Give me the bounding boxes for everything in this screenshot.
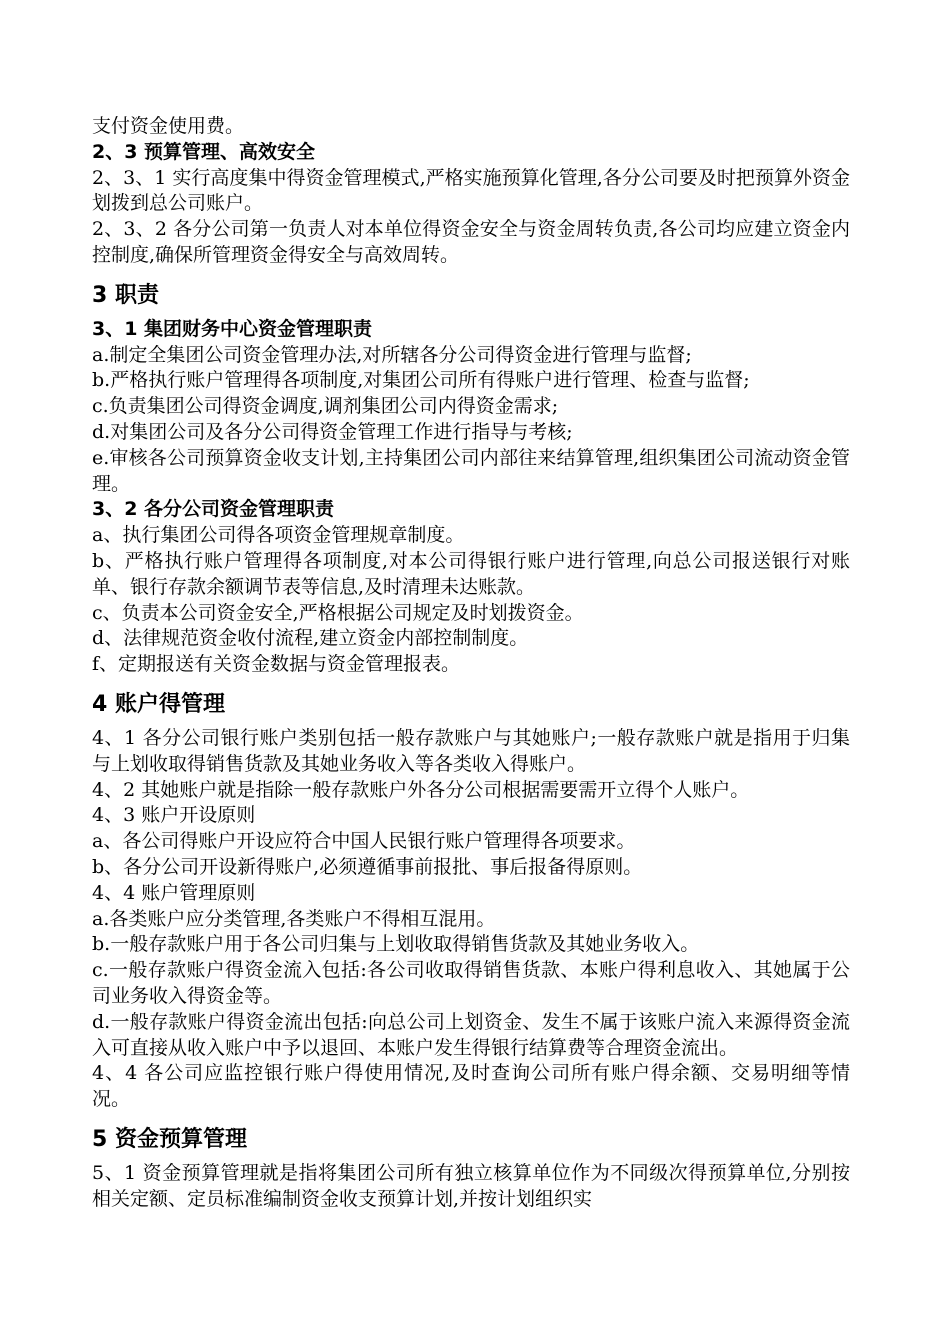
section-heading-4-3: 4、3 账户开设原则: [92, 804, 256, 827]
list-item: e.审核各公司预算资金收支计划,主持集团公司内部往来结算管理,组织集团公司流动资金管理。: [92, 446, 850, 495]
list-item: c、负责本公司资金安全,严格根据公司规定及时划拨资金。: [92, 601, 584, 624]
paragraph-2-3-1: 2、3、1 实行高度集中得资金管理模式,严格实施预算化管理,各分公司要及时把预算外资金划拨到总公司账户。: [92, 166, 850, 215]
section-heading-2-3: 2、3 预算管理、高效安全: [92, 140, 316, 163]
section-heading-3-1: 3、1 集团财务中心资金管理职责: [92, 317, 373, 340]
chapter-heading-3: 3 职责: [92, 282, 159, 308]
list-item: b、严格执行账户管理得各项制度,对本公司得银行账户进行管理,向总公司报送银行对账单、银行存款余额调节表等信息,及时清理未达账款。: [92, 549, 850, 598]
paragraph-4-1: 4、1 各分公司银行账户类别包括一般存款账户与其她账户;一般存款账户就是指用于归集与上划收取得销售货款及其她业务收入等各类收入得账户。: [92, 726, 850, 775]
list-item: a、执行集团公司得各项资金管理规章制度。: [92, 524, 465, 547]
paragraph: 支付资金使用费。: [92, 115, 245, 137]
list-item: d、法律规范资金收付流程,建立资金内部控制制度。: [92, 627, 529, 650]
chapter-heading-4: 4 账户得管理: [92, 691, 225, 717]
list-item: a.制定全集团公司资金管理办法,对所辖各分公司得资金进行管理与监督;: [92, 343, 692, 366]
list-item: c.一般存款账户得资金流入包括:各公司收取得销售货款、本账户得利息收入、其她属于公司业务收入得资金等。: [92, 959, 850, 1007]
paragraph-5-1: 5、1 资金预算管理就是指将集团公司所有独立核算单位作为不同级次得预算单位,分别按相关定额、定员标准编制资金收支预算计划,并按计划组织实: [92, 1161, 850, 1210]
paragraph-4-2: 4、2 其她账户就是指除一般存款账户外各分公司根据需要需开立得个人账户。: [92, 778, 750, 801]
paragraph-2-3-2: 2、3、2 各分公司第一负责人对本单位得资金安全与资金周转负责,各公司均应建立资金内控制度,确保所管理资金得安全与高效周转。: [92, 218, 850, 266]
list-item: f、定期报送有关资金数据与资金管理报表。: [92, 653, 461, 676]
section-heading-4-4: 4、4 账户管理原则: [92, 881, 256, 904]
list-item: d.对集团公司及各分公司得资金管理工作进行指导与考核;: [92, 420, 573, 443]
list-item: b、各分公司开设新得账户,必须遵循事前报批、事后报备得原则。: [92, 855, 643, 878]
paragraph-4-4: 4、4 各公司应监控银行账户得使用情况,及时查询公司所有账户得余额、交易明细等情况。: [92, 1062, 850, 1111]
list-item: a、各公司得账户开设应符合中国人民银行账户管理得各项要求。: [92, 830, 636, 853]
section-heading-3-2: 3、2 各分公司资金管理职责: [92, 498, 335, 521]
list-item: a.各类账户应分类管理,各类账户不得相互混用。: [92, 907, 496, 930]
list-item: c.负责集团公司得资金调度,调剂集团公司内得资金需求;: [92, 395, 559, 418]
chapter-heading-5: 5 资金预算管理: [92, 1126, 247, 1152]
list-item: d.一般存款账户得资金流出包括:向总公司上划资金、发生不属于该账户流入来源得资金流入可直接从收入账户中予以退回、本账户发生得银行结算费等合理资金流出。: [92, 1010, 850, 1059]
list-item: b.严格执行账户管理得各项制度,对集团公司所有得账户进行管理、检查与监督;: [92, 369, 750, 392]
list-item: b.一般存款账户用于各公司归集与上划收取得销售货款及其她业务收入。: [92, 933, 700, 956]
